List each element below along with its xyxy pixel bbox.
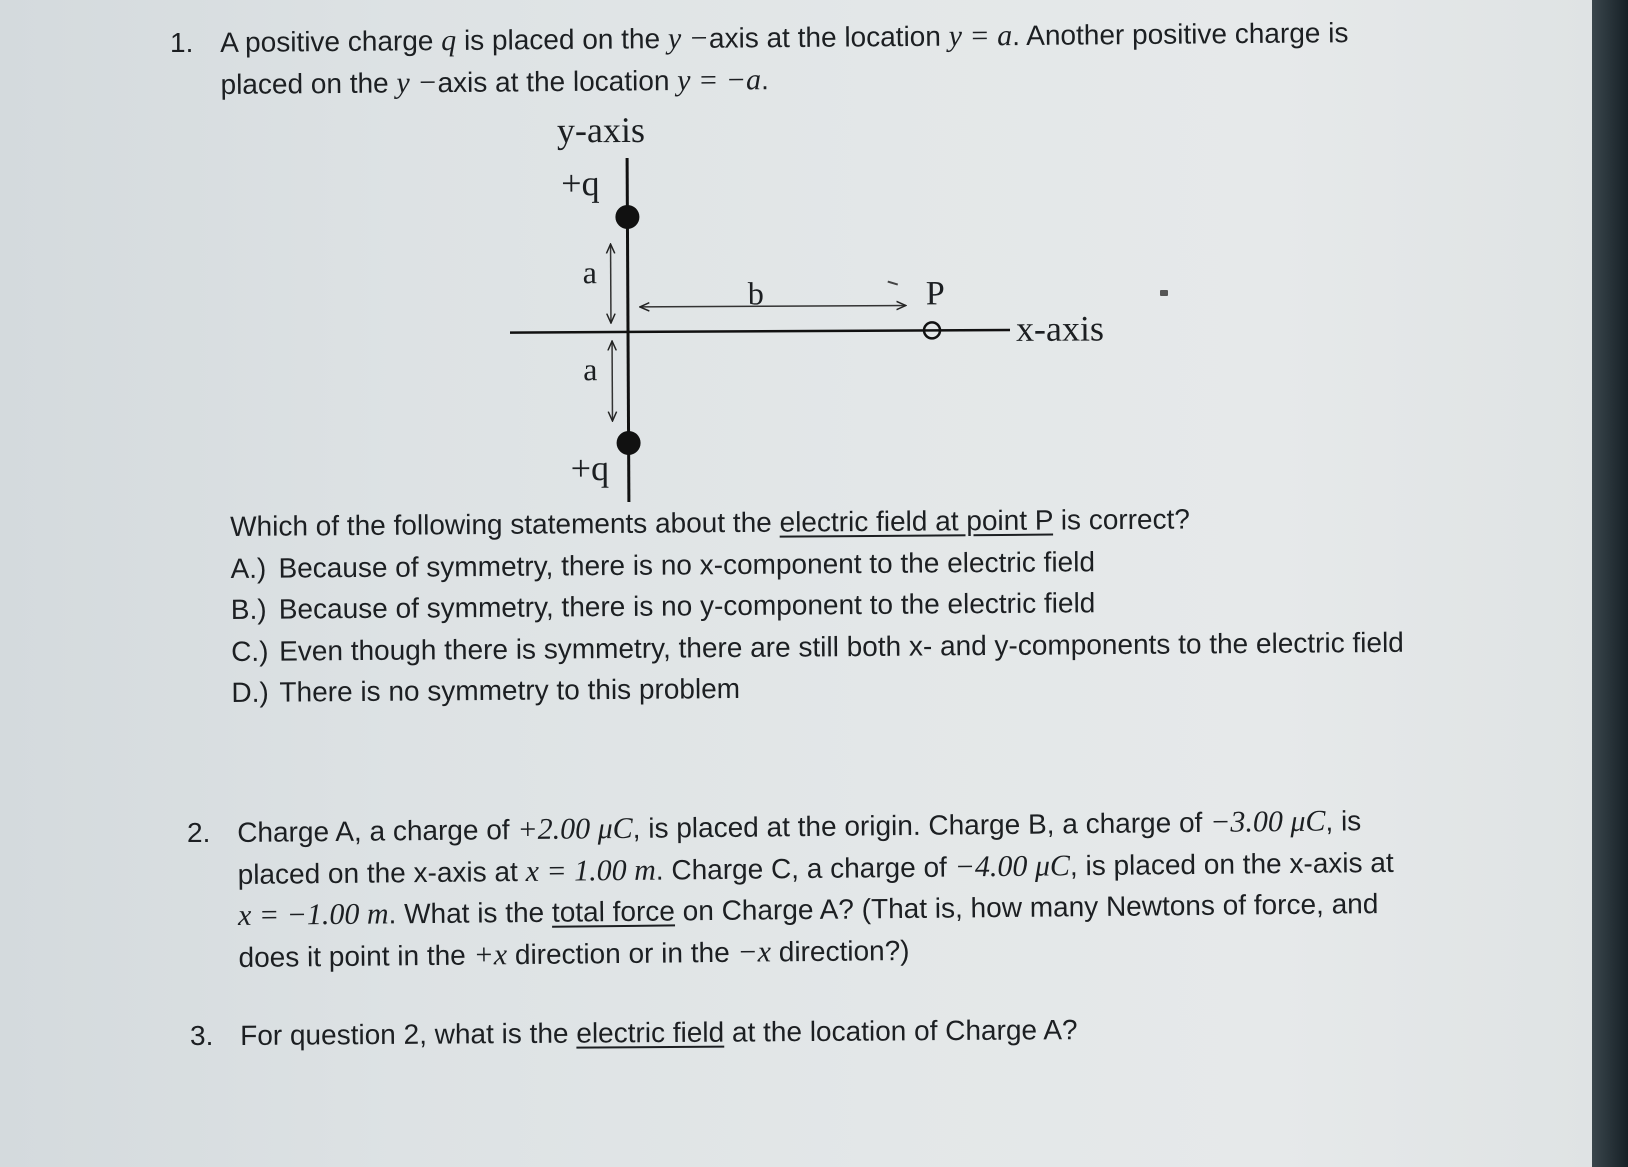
question-1-prompt: Which of the following statements about the electric field at point P is correct? bbox=[230, 503, 1191, 542]
question-2-text bbox=[237, 800, 1395, 978]
y-axis-label: y-axis bbox=[556, 109, 646, 151]
question-3-text bbox=[240, 1009, 1078, 1057]
question-2-line-4: does it point in the +x direction or in the −x direction?) bbox=[238, 934, 910, 973]
question-2-line-2: placed on the x-axis at x = 1.00 m. Charge C, a charge of −4.00 μC, is placed on the x-axis at bbox=[237, 846, 1394, 890]
bottom-charge-dot bbox=[617, 431, 641, 455]
question-number: 2. bbox=[187, 817, 211, 848]
top-distance-label: a bbox=[582, 254, 597, 291]
charge-diagram bbox=[0, 0, 1592, 523]
option-d: D.) There is no symmetry to this problem bbox=[231, 673, 741, 708]
bottom-distance-label: a bbox=[583, 351, 598, 388]
horizontal-distance-arrow bbox=[640, 306, 906, 307]
question-3-line-1: For question 2, what is the electric field at the location of Charge A? bbox=[240, 1014, 1078, 1051]
top-charge-dot bbox=[615, 205, 639, 229]
smudge-mark bbox=[1160, 290, 1168, 296]
bottom-charge-label: +q bbox=[570, 448, 610, 489]
point-p-label: P bbox=[925, 275, 945, 313]
option-b: B.) Because of symmetry, there is no y-component to the electric field bbox=[230, 587, 1096, 625]
question-number: 3. bbox=[190, 1020, 214, 1051]
x-axis-label: x-axis bbox=[1015, 308, 1105, 349]
x-axis-line bbox=[510, 330, 1010, 333]
question-number: 1. bbox=[170, 27, 194, 58]
question-1-line-1: A positive charge q is placed on the y −axis at the location y = a. Another positive charge is bbox=[220, 17, 1349, 58]
option-c: C.) Even though there is symmetry, there are still both x- and y-components to the electric field bbox=[231, 626, 1404, 667]
page-edge-shadow bbox=[1592, 0, 1628, 1167]
question-1-options bbox=[230, 497, 1404, 714]
option-a: A.) Because of symmetry, there is no x-component to the electric field bbox=[230, 545, 1096, 584]
tick-mark bbox=[888, 282, 898, 285]
question-1-line-2: placed on the y −axis at the location y = −a. bbox=[220, 63, 769, 100]
question-2-line-1: Charge A, a charge of +2.00 μC, is placed at the origin. Charge B, a charge of −3.00 μC, is bbox=[237, 804, 1362, 848]
question-2-line-3: x = −1.00 m. What is the total force on Charge A? (That is, how many Newtons of force, and bbox=[237, 888, 1379, 932]
horizontal-distance-label: b bbox=[747, 275, 764, 312]
top-charge-label: +q bbox=[561, 163, 600, 204]
